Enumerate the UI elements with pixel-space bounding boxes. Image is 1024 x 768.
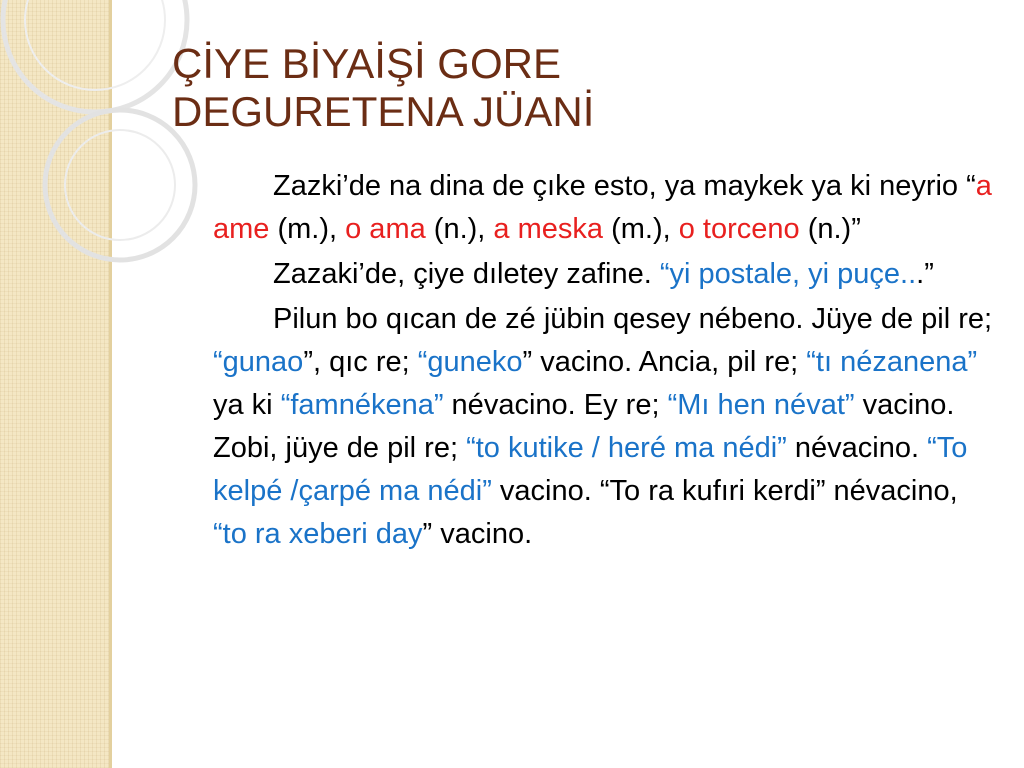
highlighted-phrase: “yi postale, yi puçe..: [659, 258, 917, 290]
highlighted-phrase: “famnékena”: [280, 389, 444, 421]
text-run: .”: [916, 258, 934, 290]
highlighted-phrase: “to kutike / heré ma nédi”: [466, 432, 787, 464]
text-run: Zazki’de na dina de çıke esto, ya maykek ya ki neyrio “: [273, 170, 976, 202]
highlighted-phrase: “guneko: [417, 346, 523, 378]
highlighted-phrase: “to ra xeberi day: [213, 518, 423, 550]
slide-body: [213, 165, 993, 558]
highlighted-phrase: o ama: [345, 213, 426, 245]
body-paragraph: [213, 165, 993, 251]
text-run: ” vacino. Ancia, pil re;: [522, 346, 807, 378]
text-run: névacino.: [786, 432, 928, 464]
body-paragraph: [213, 298, 993, 556]
text-run: vacino. Zobi, jüye de pil re;: [213, 389, 955, 464]
text-run: Zazaki’de, çiye dıletey zafine.: [273, 258, 660, 290]
highlighted-phrase: “tı nézanena”: [806, 346, 978, 378]
slide-title: ÇİYE BİYAİŞİ GORE DEGURETENA JÜANİ: [172, 40, 595, 135]
text-run: Pilun bo qıcan de zé jübin qesey nébeno. Jüye de pil re;: [273, 303, 993, 335]
highlighted-phrase: “To kelpé /çarpé ma nédi”: [213, 432, 968, 507]
text-run: vacino. “To ra kufıri kerdi” névacino,: [491, 475, 958, 507]
highlighted-phrase: a ame: [213, 170, 992, 245]
highlighted-phrase: o torceno: [678, 213, 800, 245]
text-run: (n.),: [425, 213, 494, 245]
highlighted-phrase: a meska: [493, 213, 604, 245]
text-run: ” vacino.: [422, 518, 533, 550]
highlighted-phrase: “gunao: [213, 346, 304, 378]
text-run: ya ki: [213, 389, 281, 421]
text-run: (m.),: [603, 213, 679, 245]
text-run: névacino. Ey re;: [443, 389, 668, 421]
body-paragraph: [213, 253, 993, 296]
text-run: ”, qıc re;: [303, 346, 418, 378]
highlighted-phrase: “Mı hen névat”: [667, 389, 855, 421]
text-run: (m.),: [269, 213, 346, 245]
text-run: (n.)”: [799, 213, 861, 245]
